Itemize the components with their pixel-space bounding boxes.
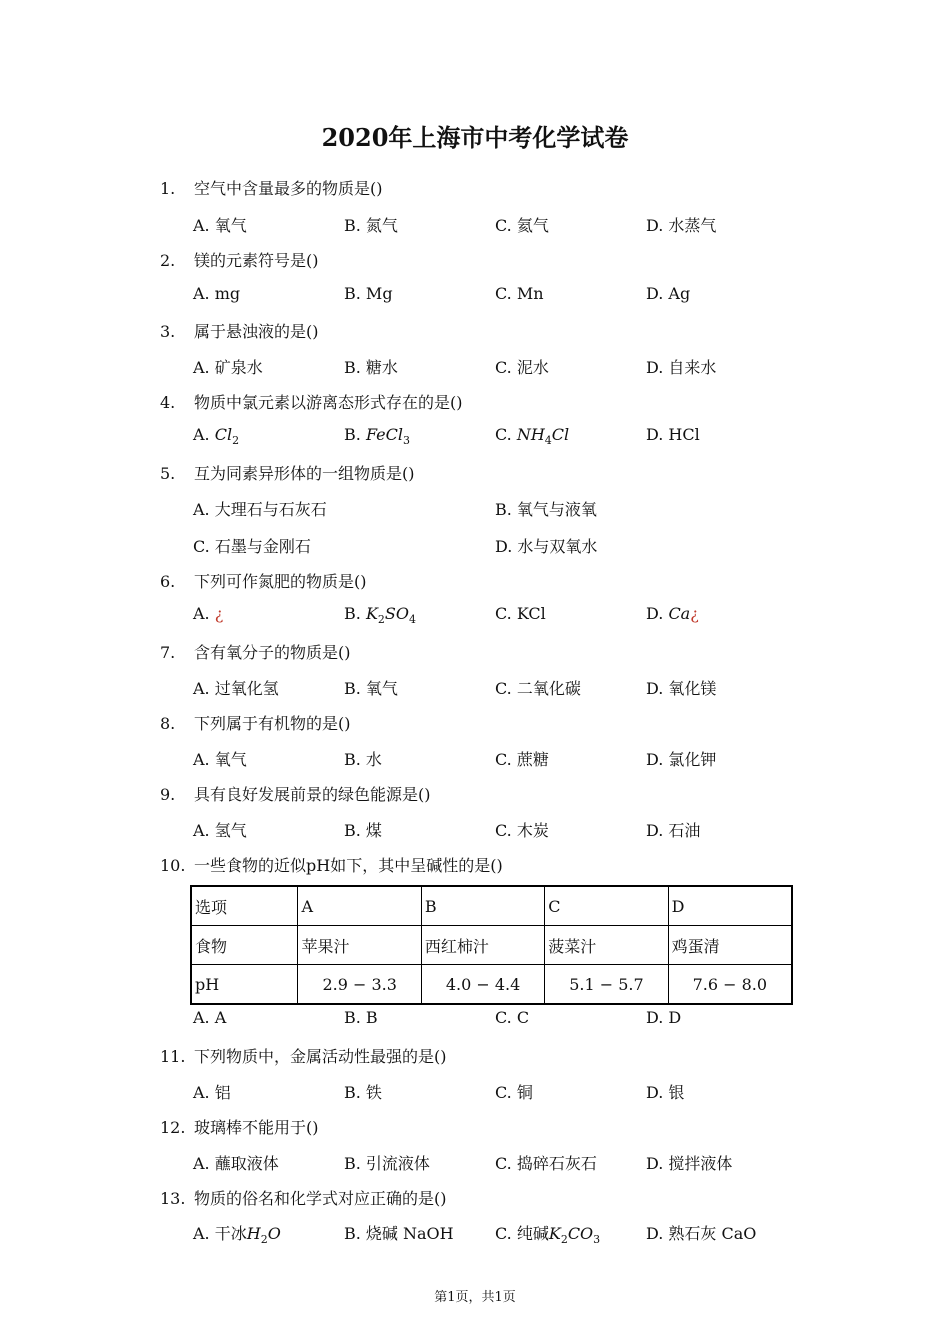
option-b: B. FeCl$_3$ xyxy=(344,425,410,448)
option-a: A. A xyxy=(193,1008,227,1027)
option-c: C. 纯碱$K_2CO_3$ xyxy=(495,1224,601,1247)
options-6 xyxy=(193,604,813,626)
option-b: B. B xyxy=(344,1008,378,1027)
option-c: C. 泥水 xyxy=(495,358,549,377)
option-d: D. 自来水 xyxy=(646,358,717,377)
table-cell: 选项 xyxy=(191,886,298,926)
option-d: D. 水蒸气 xyxy=(646,216,717,235)
options-1 xyxy=(193,213,813,235)
option-a: A. 过氧化氢 xyxy=(193,679,279,698)
table-cell: B xyxy=(421,886,544,926)
missing-glyph: ¿ xyxy=(214,604,224,623)
question-11 xyxy=(160,1044,447,1067)
option-b: B. 煤 xyxy=(344,821,382,840)
question-2 xyxy=(160,248,319,271)
option-a: A. 干冰$H_2O$ xyxy=(193,1224,281,1247)
option-a: A. $Cl_2$ xyxy=(193,425,240,448)
options-5-row2 xyxy=(193,534,813,556)
option-b: B. 糖水 xyxy=(344,358,398,377)
page-title: 2020年上海市中考化学试卷 xyxy=(321,123,629,152)
question-number: 13. xyxy=(160,1189,186,1208)
option-c: C. C xyxy=(495,1008,530,1027)
table-cell: C xyxy=(545,886,668,926)
options-7 xyxy=(193,676,813,698)
table-cell: A xyxy=(298,886,421,926)
question-4 xyxy=(160,390,463,413)
ph-table xyxy=(190,885,793,1005)
option-d: D. Ag xyxy=(646,284,691,303)
option-c: C. Mn xyxy=(495,284,544,303)
page-footer: 第1页，共1页 xyxy=(434,1290,516,1305)
option-b: B. 引流液体 xyxy=(344,1154,430,1173)
option-d: D. 氯化钾 xyxy=(646,750,717,769)
option-d: D. 石油 xyxy=(646,821,701,840)
option-d: D. 银 xyxy=(646,1083,685,1102)
option-d: D. 氧化镁 xyxy=(646,679,717,698)
option-c: C. 氦气 xyxy=(495,216,549,235)
option-c: C. KCl xyxy=(495,604,546,623)
option-c: C. 木炭 xyxy=(495,821,549,840)
question-text: 镁的元素符号是() xyxy=(194,251,319,270)
question-number: 9. xyxy=(160,785,176,804)
question-text: 物质的俗名和化学式对应正确的是() xyxy=(194,1189,447,1208)
option-a: A. 氧气 xyxy=(193,216,247,235)
question-number: 8. xyxy=(160,714,176,733)
option-b: B. 氧气 xyxy=(344,679,398,698)
table-row xyxy=(191,926,792,965)
option-b: B. 氮气 xyxy=(344,216,398,235)
option-b: B. 水 xyxy=(344,750,382,769)
table-cell: pH xyxy=(191,965,298,1005)
option-a: A. 蘸取液体 xyxy=(193,1154,279,1173)
question-3 xyxy=(160,319,319,342)
option-c: C. 蔗糖 xyxy=(495,750,549,769)
formula-h2o: $H_2O$ xyxy=(246,1224,281,1247)
question-text: 互为同素异形体的一组物质是() xyxy=(194,464,415,483)
question-text: 下列可作氮肥的物质是() xyxy=(194,572,367,591)
option-c: C. 铜 xyxy=(495,1083,533,1102)
question-12 xyxy=(160,1115,319,1138)
table-cell: 2.9 − 3.3 xyxy=(298,965,421,1005)
option-b: B. 烧碱 NaOH xyxy=(344,1224,454,1243)
option-d: D. Ca¿ xyxy=(646,604,699,623)
option-d: D. HCl xyxy=(646,425,700,444)
question-number: 11. xyxy=(160,1047,186,1066)
question-1 xyxy=(160,176,383,199)
question-number: 3. xyxy=(160,322,176,341)
option-d: D. 水与双氧水 xyxy=(495,537,598,556)
option-a: A. 氧气 xyxy=(193,750,247,769)
option-d: D. 熟石灰 CaO xyxy=(646,1224,757,1243)
question-text: 属于悬浊液的是() xyxy=(194,322,319,341)
option-a: A. 铝 xyxy=(193,1083,231,1102)
question-number: 7. xyxy=(160,643,176,662)
question-6 xyxy=(160,569,367,592)
question-text: 下列物质中，金属活动性最强的是() xyxy=(194,1047,447,1066)
option-c: C. 石墨与金刚石 xyxy=(193,537,311,556)
table-row xyxy=(191,886,792,926)
table-cell: 4.0 − 4.4 xyxy=(421,965,544,1005)
question-number: 2. xyxy=(160,251,176,270)
table-cell: 5.1 − 5.7 xyxy=(545,965,668,1005)
question-text: 下列属于有机物的是() xyxy=(194,714,351,733)
options-12 xyxy=(193,1151,813,1173)
formula-k2co3: $K_2CO_3$ xyxy=(548,1224,601,1247)
question-text: 一些食物的近似pH如下，其中呈碱性的是() xyxy=(194,856,503,875)
question-number: 12. xyxy=(160,1118,186,1137)
option-d: D. D xyxy=(646,1008,682,1027)
option-b: B. Mg xyxy=(344,284,393,303)
options-8 xyxy=(193,747,813,769)
question-number: 4. xyxy=(160,393,176,412)
question-text: 物质中氯元素以游离态形式存在的是() xyxy=(194,393,463,412)
options-2 xyxy=(193,284,813,306)
options-9 xyxy=(193,818,813,840)
question-number: 1. xyxy=(160,179,176,198)
table-cell: 食物 xyxy=(191,926,298,965)
question-7 xyxy=(160,640,351,663)
formula-ca: Ca xyxy=(668,604,691,623)
question-9 xyxy=(160,782,431,805)
option-c: C. $NH_4Cl$ xyxy=(495,425,570,448)
options-4 xyxy=(193,425,813,447)
formula-k2so4: $K_2SO_4$ xyxy=(365,604,416,627)
option-b: B. 铁 xyxy=(344,1083,382,1102)
table-cell: D xyxy=(668,886,792,926)
question-13 xyxy=(160,1186,447,1209)
option-c: C. 捣碎石灰石 xyxy=(495,1154,597,1173)
options-3 xyxy=(193,355,813,377)
option-d: D. 搅拌液体 xyxy=(646,1154,733,1173)
question-number: 6. xyxy=(160,572,176,591)
option-a: A. 大理石与石灰石 xyxy=(193,500,327,519)
question-5 xyxy=(160,461,415,484)
option-b: B. $K_2SO_4$ xyxy=(344,604,416,627)
question-number: 10. xyxy=(160,856,186,875)
question-number: 5. xyxy=(160,464,176,483)
question-text: 玻璃棒不能用于() xyxy=(194,1118,319,1137)
question-text: 含有氧分子的物质是() xyxy=(194,643,351,662)
options-5-row1 xyxy=(193,497,813,519)
table-cell: 鸡蛋清 xyxy=(668,926,792,965)
question-text: 空气中含量最多的物质是() xyxy=(194,179,383,198)
missing-glyph: ¿ xyxy=(690,604,699,623)
formula-fecl3: FeCl$_3$ xyxy=(365,425,410,448)
option-a: A. 矿泉水 xyxy=(193,358,263,377)
options-10 xyxy=(193,1008,813,1030)
option-a: A. ¿ xyxy=(193,604,224,623)
table-cell: 苹果汁 xyxy=(298,926,421,965)
option-a: A. mg xyxy=(193,284,241,303)
options-11 xyxy=(193,1080,813,1102)
formula-nh4cl: $NH_4Cl$ xyxy=(516,425,570,448)
option-b: B. 氧气与液氧 xyxy=(495,500,597,519)
table-row xyxy=(191,965,792,1005)
question-10 xyxy=(160,853,503,876)
option-c: C. 二氧化碳 xyxy=(495,679,581,698)
option-a: A. 氢气 xyxy=(193,821,247,840)
formula-cl2: $Cl_2$ xyxy=(214,425,240,448)
question-8 xyxy=(160,711,351,734)
table-cell: 菠菜汁 xyxy=(545,926,668,965)
options-13 xyxy=(193,1221,813,1247)
table-cell: 7.6 − 8.0 xyxy=(668,965,792,1005)
question-text: 具有良好发展前景的绿色能源是() xyxy=(194,785,431,804)
table-cell: 西红柿汁 xyxy=(421,926,544,965)
